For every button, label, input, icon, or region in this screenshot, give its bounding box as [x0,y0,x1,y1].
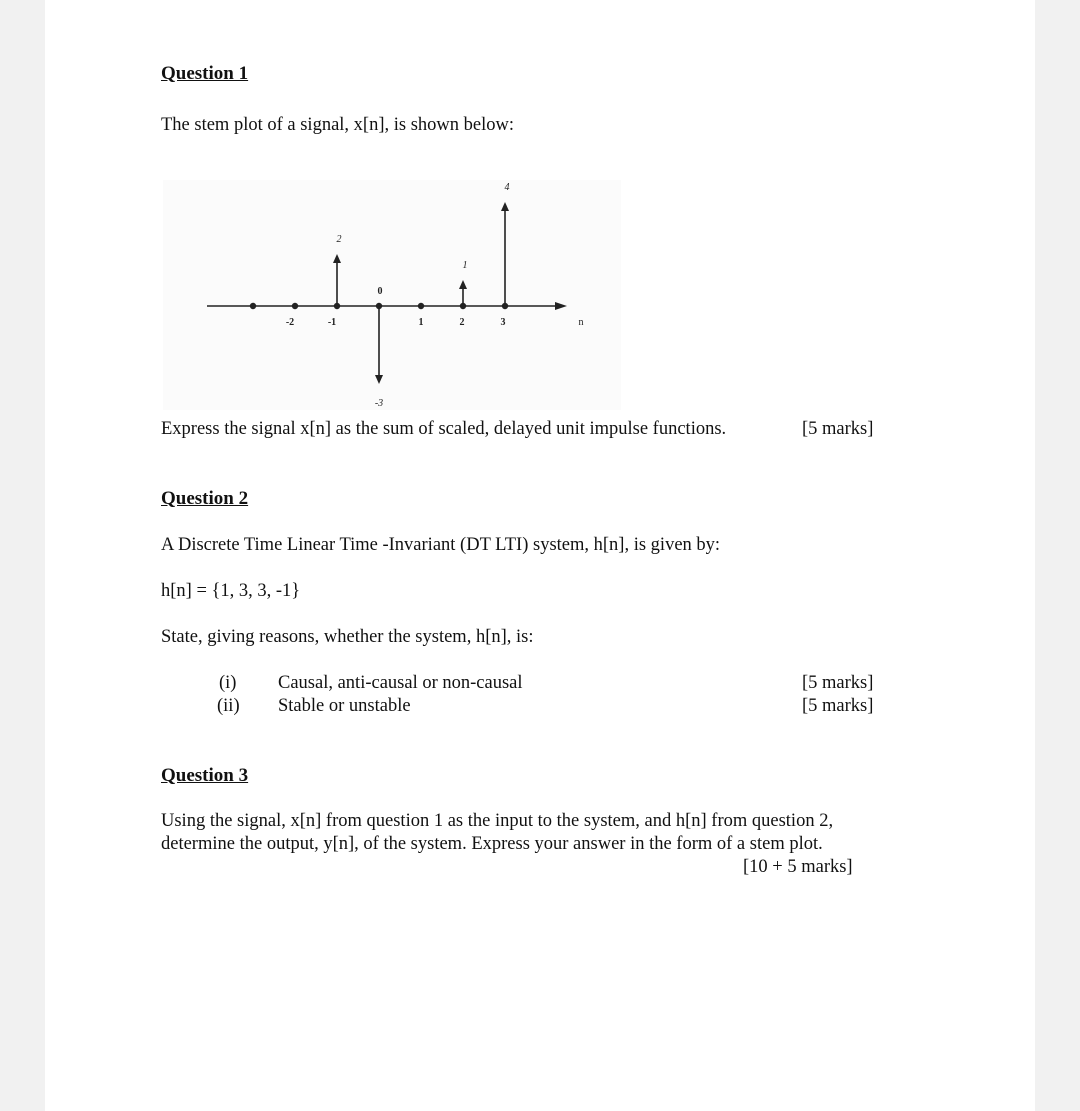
item-text: Causal, anti-causal or non-causal [278,673,523,693]
question-2-intro: A Discrete Time Linear Time -Invariant (DT LTI) system, h[n], is given by: [161,535,721,555]
stem-marker [376,303,382,309]
question-3-line-1: Using the signal, x[n] from question 1 as the input to the system, and h[n] from question 2, [161,811,834,831]
question-1-heading: Question 1 [161,63,249,84]
stem-marker [250,303,256,309]
stem-arrowhead [375,375,383,384]
item-marks: [5 marks] [802,673,874,693]
stem-marker [292,303,298,309]
question-3-marks: [10 + 5 marks] [743,857,853,877]
item-number: (i) [219,673,237,693]
tick-label: 0 [377,286,383,297]
stem-arrowhead [501,202,509,211]
stem-marker [334,303,340,309]
question-2-heading: Question 2 [161,488,249,509]
tick-label: 2 [459,317,465,328]
x-axis-arrow [555,302,567,310]
question-3-line-2: determine the output, y[n], of the system. Express your answer in the form of a stem plot. [161,834,823,854]
impulse-response-equation: h[n] = {1, 3, 3, -1} [161,581,301,601]
tick-label: -2 [285,317,295,328]
item-text: Stable or unstable [278,696,411,716]
stem-plot-figure [163,180,621,410]
x-axis-label: n [578,317,584,328]
value-label: 2 [336,234,342,245]
question-2-prompt: State, giving reasons, whether the system, h[n], is: [161,627,534,647]
stem-marker [418,303,424,309]
question-3-heading: Question 3 [161,765,249,786]
question-1-task: Express the signal x[n] as the sum of scaled, delayed unit impulse functions. [161,419,727,439]
stem-marker [502,303,508,309]
stem-marker [460,303,466,309]
tick-label: 1 [418,317,424,328]
question-1-marks: [5 marks] [802,419,874,439]
tick-label: 3 [500,317,506,328]
stem-plot [163,180,621,410]
item-marks: [5 marks] [802,696,874,716]
tick-label: -1 [327,317,337,328]
stem-arrowhead [333,254,341,263]
value-label: 1 [462,260,468,271]
stem-arrowhead [459,280,467,289]
value-label: -3 [374,398,384,409]
value-label: 4 [504,182,510,193]
question-1-intro: The stem plot of a signal, x[n], is shown below: [161,115,514,135]
item-number: (ii) [217,696,240,716]
